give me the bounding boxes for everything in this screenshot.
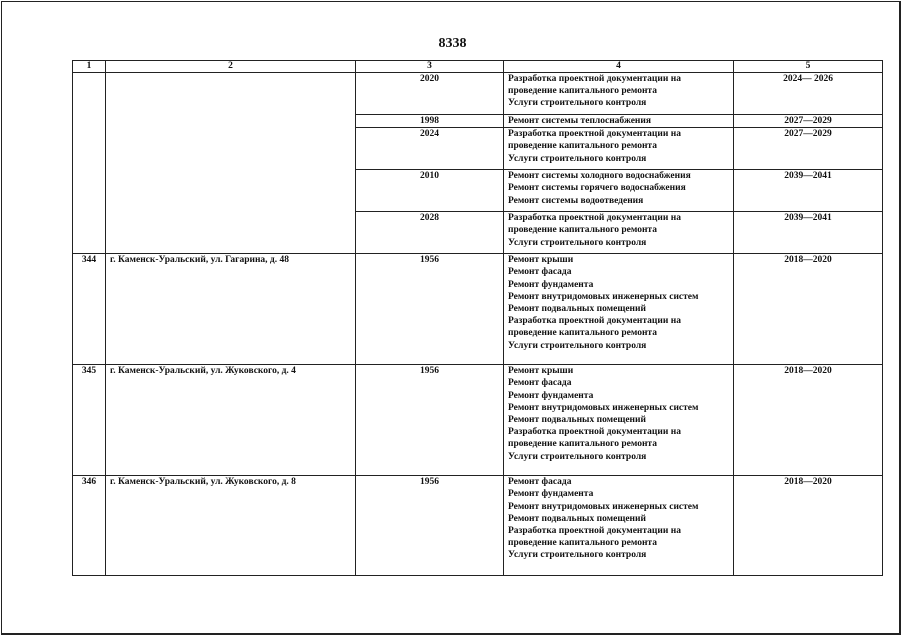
work-item: проведение капитального ремонта	[508, 538, 657, 549]
work-item: Ремонт фундамента	[508, 279, 594, 290]
work-item: Ремонт системы холодного водоснабжения	[508, 171, 691, 182]
cell-period: 2027—2029	[734, 128, 883, 170]
cell-address: г. Каменск-Уральский, ул. Жуковского, д. 4	[106, 365, 356, 476]
work-item: проведение капитального ремонта	[508, 141, 657, 152]
cell-address: г. Каменск-Уральский, ул. Жуковского, д. 8	[106, 476, 356, 576]
cell-year: 2010	[356, 170, 504, 212]
work-item: Услуги строительного контроля	[508, 550, 647, 561]
cell-period: 2018—2020	[734, 254, 883, 365]
cell-period: 2024— 2026	[734, 73, 883, 115]
table-row	[73, 476, 883, 576]
table-header-row	[73, 61, 883, 73]
cell-period: 2039—2041	[734, 170, 883, 212]
work-item: Разработка проектной документации на	[508, 427, 681, 438]
cell-num-continued	[73, 73, 106, 254]
table-row	[73, 254, 883, 365]
cell-works	[504, 254, 734, 365]
work-item: проведение капитального ремонта	[508, 328, 657, 339]
cell-works	[504, 476, 734, 576]
work-item: Ремонт фасада	[508, 267, 572, 278]
cell-period: 2027—2029	[734, 115, 883, 128]
cell-period: 2039—2041	[734, 212, 883, 254]
cell-year: 1956	[356, 476, 504, 576]
cell-year: 1998	[356, 115, 504, 128]
cell-works	[504, 212, 734, 254]
work-item: Ремонт фундамента	[508, 489, 594, 500]
cell-address-continued	[106, 73, 356, 254]
column-header-3: 3	[356, 61, 504, 73]
cell-works	[504, 128, 734, 170]
cell-num: 345	[73, 365, 106, 476]
work-item: Ремонт внутридомовых инженерных систем	[508, 501, 699, 512]
column-header-5: 5	[734, 61, 883, 73]
work-item: Услуги строительного контроля	[508, 451, 647, 462]
program-table	[72, 60, 883, 576]
column-header-4: 4	[504, 61, 734, 73]
page-number: 8338	[438, 36, 467, 51]
cell-address: г. Каменск-Уральский, ул. Гагарина, д. 48	[106, 254, 356, 365]
cell-works	[504, 115, 734, 128]
cell-year: 2028	[356, 212, 504, 254]
work-item: Ремонт системы горячего водоснабжения	[508, 183, 686, 194]
cell-year: 2020	[356, 73, 504, 115]
work-item: проведение капитального ремонта	[508, 439, 657, 450]
cell-works	[504, 170, 734, 212]
column-header-1: 1	[73, 61, 106, 73]
work-item: Услуги строительного контроля	[508, 237, 647, 248]
cell-num: 344	[73, 254, 106, 365]
work-item: Ремонт фасада	[508, 378, 572, 389]
work-item: Разработка проектной документации на	[508, 526, 681, 537]
work-item: Ремонт подвальных помещений	[508, 304, 646, 315]
cell-year: 2024	[356, 128, 504, 170]
work-item: Ремонт системы водоотведения	[508, 195, 644, 206]
cell-period: 2018—2020	[734, 476, 883, 576]
work-item: Ремонт фасада	[508, 477, 572, 488]
work-item: проведение капитального ремонта	[508, 86, 657, 97]
work-item: Услуги строительного контроля	[508, 153, 647, 164]
work-item: Разработка проектной документации на	[508, 129, 681, 140]
cell-period: 2018—2020	[734, 365, 883, 476]
cell-works	[504, 73, 734, 115]
column-header-2: 2	[106, 61, 356, 73]
work-item: Ремонт системы теплоснабжения	[508, 116, 652, 126]
cell-num: 346	[73, 476, 106, 576]
work-item: Разработка проектной документации на	[508, 316, 681, 327]
table-row	[73, 73, 883, 115]
work-item: Ремонт подвальных помещений	[508, 415, 646, 426]
work-item: Услуги строительного контроля	[508, 98, 647, 109]
work-item: Ремонт внутридомовых инженерных систем	[508, 402, 699, 413]
cell-year: 1956	[356, 365, 504, 476]
work-item: Разработка проектной документации на	[508, 74, 681, 84]
table-row	[73, 365, 883, 476]
work-item: Услуги строительного контроля	[508, 340, 647, 351]
work-item: Ремонт крыши	[508, 366, 574, 377]
work-item: Ремонт крыши	[508, 255, 574, 266]
work-item: проведение капитального ремонта	[508, 225, 657, 236]
cell-year: 1956	[356, 254, 504, 365]
cell-works	[504, 365, 734, 476]
work-item: Ремонт фундамента	[508, 390, 594, 401]
work-item: Ремонт подвальных помещений	[508, 513, 646, 524]
work-item: Ремонт внутридомовых инженерных систем	[508, 291, 699, 302]
work-item: Разработка проектной документации на	[508, 213, 681, 224]
